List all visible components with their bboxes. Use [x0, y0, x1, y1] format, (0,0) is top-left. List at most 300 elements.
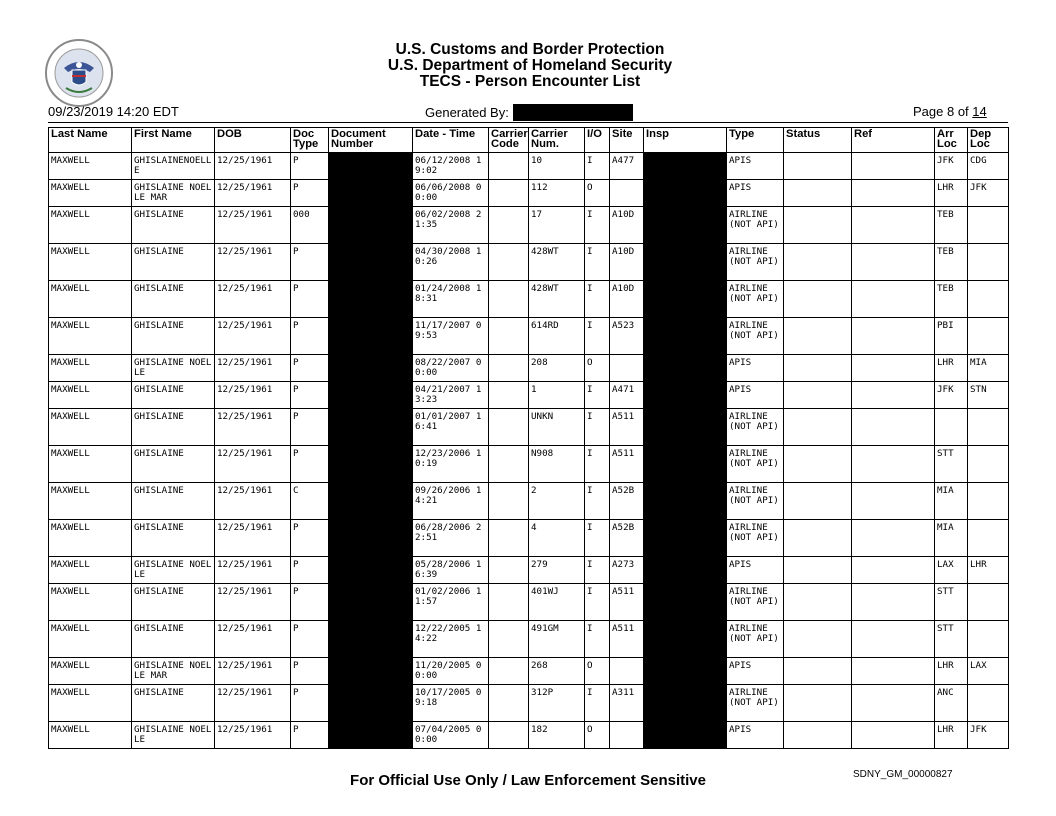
cell-site: A511	[610, 446, 644, 483]
cell-io: I	[585, 446, 610, 483]
table-row	[49, 621, 1009, 658]
cell-dob: 12/25/1961	[215, 557, 291, 584]
redaction-box	[513, 104, 633, 121]
cell-dep-loc	[968, 685, 1009, 722]
cell-document-number-redacted	[329, 355, 413, 382]
cell-doc-type: P	[291, 382, 329, 409]
cell-status	[784, 584, 852, 621]
cell-doc-type: P	[291, 446, 329, 483]
cell-document-number-redacted	[329, 685, 413, 722]
cell-carrier-code	[489, 244, 529, 281]
cell-arr-loc: MIA	[935, 483, 968, 520]
header-divider	[48, 122, 1008, 123]
cell-ref	[852, 722, 935, 749]
cell-status	[784, 281, 852, 318]
cell-site: A273	[610, 557, 644, 584]
encounter-table	[48, 127, 1009, 749]
cell-carrier-num: 17	[529, 207, 585, 244]
cell-carrier-num: 10	[529, 153, 585, 180]
cell-status	[784, 180, 852, 207]
cell-date-time: 01/24/2008 18:31	[413, 281, 489, 318]
cell-dep-loc	[968, 244, 1009, 281]
cell-arr-loc: LAX	[935, 557, 968, 584]
cell-site: A311	[610, 685, 644, 722]
cell-first-name: GHISLAINE	[132, 685, 215, 722]
cell-first-name: GHISLAINE	[132, 382, 215, 409]
cell-type: AIRLINE (NOT API)	[727, 520, 784, 557]
cell-last-name: MAXWELL	[49, 355, 132, 382]
cell-last-name: MAXWELL	[49, 722, 132, 749]
cell-document-number-redacted	[329, 281, 413, 318]
cell-type: AIRLINE (NOT API)	[727, 281, 784, 318]
cell-arr-loc: LHR	[935, 355, 968, 382]
cell-carrier-num: 428WT	[529, 281, 585, 318]
cell-carrier-num: 2	[529, 483, 585, 520]
col-header-carrier-code: Carrier Code	[489, 128, 529, 153]
cell-date-time: 05/28/2006 16:39	[413, 557, 489, 584]
cell-ref	[852, 409, 935, 446]
cell-status	[784, 621, 852, 658]
cell-dep-loc	[968, 409, 1009, 446]
report-timestamp: 09/23/2019 14:20 EDT	[48, 104, 179, 119]
cell-dob: 12/25/1961	[215, 685, 291, 722]
cell-io: I	[585, 520, 610, 557]
cell-dep-loc: LAX	[968, 658, 1009, 685]
cell-doc-type: P	[291, 244, 329, 281]
table-row	[49, 483, 1009, 520]
cell-type: APIS	[727, 355, 784, 382]
cell-date-time: 11/20/2005 00:00	[413, 658, 489, 685]
cell-date-time: 11/17/2007 09:53	[413, 318, 489, 355]
cell-io: I	[585, 318, 610, 355]
cell-dep-loc	[968, 520, 1009, 557]
cell-insp-redacted	[644, 244, 727, 281]
cell-arr-loc: ANC	[935, 685, 968, 722]
page-label: Page 8 of	[913, 104, 969, 119]
cell-dob: 12/25/1961	[215, 281, 291, 318]
cell-doc-type: P	[291, 658, 329, 685]
cell-io: O	[585, 658, 610, 685]
cell-type: AIRLINE (NOT API)	[727, 483, 784, 520]
cell-ref	[852, 318, 935, 355]
cell-site: A511	[610, 584, 644, 621]
cell-type: AIRLINE (NOT API)	[727, 244, 784, 281]
cell-date-time: 06/12/2008 19:02	[413, 153, 489, 180]
table-row	[49, 318, 1009, 355]
cell-dob: 12/25/1961	[215, 318, 291, 355]
cell-type: APIS	[727, 658, 784, 685]
cell-dob: 12/25/1961	[215, 382, 291, 409]
cell-arr-loc: MIA	[935, 520, 968, 557]
cell-dep-loc: STN	[968, 382, 1009, 409]
cell-site	[610, 180, 644, 207]
cell-type: APIS	[727, 557, 784, 584]
cell-insp-redacted	[644, 685, 727, 722]
cell-status	[784, 520, 852, 557]
cell-ref	[852, 621, 935, 658]
cell-doc-type: P	[291, 557, 329, 584]
cell-status	[784, 153, 852, 180]
cell-dep-loc: CDG	[968, 153, 1009, 180]
cell-dob: 12/25/1961	[215, 180, 291, 207]
cell-io: I	[585, 281, 610, 318]
cell-first-name: GHISLAINE	[132, 409, 215, 446]
cell-date-time: 10/17/2005 09:18	[413, 685, 489, 722]
cell-site: A471	[610, 382, 644, 409]
cell-ref	[852, 153, 935, 180]
cell-carrier-code	[489, 722, 529, 749]
cell-carrier-num: 208	[529, 355, 585, 382]
cell-io: I	[585, 382, 610, 409]
cell-document-number-redacted	[329, 318, 413, 355]
cell-carrier-num: 268	[529, 658, 585, 685]
cell-carrier-code	[489, 180, 529, 207]
cell-site: A523	[610, 318, 644, 355]
cell-status	[784, 355, 852, 382]
col-header-insp: Insp	[644, 128, 727, 153]
cell-carrier-num: N908	[529, 446, 585, 483]
cell-carrier-code	[489, 355, 529, 382]
cell-carrier-num: 279	[529, 557, 585, 584]
cell-first-name: GHISLAINE	[132, 621, 215, 658]
cell-io: I	[585, 483, 610, 520]
cell-date-time: 04/30/2008 10:26	[413, 244, 489, 281]
cell-dob: 12/25/1961	[215, 584, 291, 621]
cell-status	[784, 722, 852, 749]
cell-insp-redacted	[644, 153, 727, 180]
generated-by-label: Generated By:	[425, 105, 509, 120]
cell-arr-loc: STT	[935, 621, 968, 658]
cell-arr-loc: JFK	[935, 153, 968, 180]
cell-carrier-num: UNKN	[529, 409, 585, 446]
cell-carrier-code	[489, 621, 529, 658]
cell-dep-loc	[968, 584, 1009, 621]
cell-doc-type: P	[291, 318, 329, 355]
cell-document-number-redacted	[329, 153, 413, 180]
table-row	[49, 584, 1009, 621]
table-row	[49, 281, 1009, 318]
col-header-date-time: Date - Time	[413, 128, 489, 153]
cell-doc-type: P	[291, 685, 329, 722]
cell-site: A10D	[610, 207, 644, 244]
cell-doc-type: P	[291, 409, 329, 446]
cell-last-name: MAXWELL	[49, 685, 132, 722]
cell-type: AIRLINE (NOT API)	[727, 685, 784, 722]
cell-io: I	[585, 207, 610, 244]
cell-ref	[852, 520, 935, 557]
table-row	[49, 153, 1009, 180]
col-header-arr-loc: Arr Loc	[935, 128, 968, 153]
cell-dob: 12/25/1961	[215, 621, 291, 658]
cell-io: I	[585, 557, 610, 584]
cell-last-name: MAXWELL	[49, 409, 132, 446]
col-header-site: Site	[610, 128, 644, 153]
cell-first-name: GHISLAINE	[132, 483, 215, 520]
cell-insp-redacted	[644, 722, 727, 749]
cell-dob: 12/25/1961	[215, 483, 291, 520]
cell-document-number-redacted	[329, 446, 413, 483]
cell-first-name: GHISLAINE NOELLE MAR	[132, 180, 215, 207]
cell-arr-loc: STT	[935, 446, 968, 483]
cell-dob: 12/25/1961	[215, 207, 291, 244]
cell-arr-loc: JFK	[935, 382, 968, 409]
cell-insp-redacted	[644, 446, 727, 483]
page-total: 14	[972, 104, 987, 119]
col-header-io: I/O	[585, 128, 610, 153]
cell-date-time: 01/01/2007 16:41	[413, 409, 489, 446]
cell-status	[784, 446, 852, 483]
cell-carrier-code	[489, 409, 529, 446]
cell-last-name: MAXWELL	[49, 244, 132, 281]
cell-io: I	[585, 153, 610, 180]
cell-date-time: 12/23/2006 10:19	[413, 446, 489, 483]
cell-dob: 12/25/1961	[215, 409, 291, 446]
cell-insp-redacted	[644, 409, 727, 446]
cell-last-name: MAXWELL	[49, 658, 132, 685]
cell-carrier-code	[489, 153, 529, 180]
cell-document-number-redacted	[329, 483, 413, 520]
cell-first-name: GHISLAINE NOELLE	[132, 722, 215, 749]
cell-first-name: GHISLAINE	[132, 584, 215, 621]
cell-last-name: MAXWELL	[49, 382, 132, 409]
col-header-dob: DOB	[215, 128, 291, 153]
cell-ref	[852, 557, 935, 584]
cell-last-name: MAXWELL	[49, 557, 132, 584]
cell-site	[610, 355, 644, 382]
cell-document-number-redacted	[329, 409, 413, 446]
cell-dep-loc	[968, 621, 1009, 658]
cell-site: A52B	[610, 520, 644, 557]
cell-insp-redacted	[644, 318, 727, 355]
cell-carrier-code	[489, 557, 529, 584]
table-row	[49, 658, 1009, 685]
cell-date-time: 06/06/2008 00:00	[413, 180, 489, 207]
cell-arr-loc: LHR	[935, 658, 968, 685]
cell-type: APIS	[727, 180, 784, 207]
cell-last-name: MAXWELL	[49, 207, 132, 244]
cell-ref	[852, 658, 935, 685]
cell-io: O	[585, 355, 610, 382]
cell-date-time: 09/26/2006 14:21	[413, 483, 489, 520]
cell-date-time: 06/28/2006 22:51	[413, 520, 489, 557]
cell-io: I	[585, 621, 610, 658]
cell-site: A511	[610, 409, 644, 446]
table-row	[49, 355, 1009, 382]
cell-dob: 12/25/1961	[215, 446, 291, 483]
cell-first-name: GHISLAINE	[132, 281, 215, 318]
cell-insp-redacted	[644, 584, 727, 621]
cell-date-time: 12/22/2005 14:22	[413, 621, 489, 658]
bates-number: SDNY_GM_00000827	[853, 769, 953, 780]
cell-ref	[852, 584, 935, 621]
cell-carrier-code	[489, 483, 529, 520]
cell-carrier-num: 401WJ	[529, 584, 585, 621]
cell-type: AIRLINE (NOT API)	[727, 207, 784, 244]
col-header-ref: Ref	[852, 128, 935, 153]
cell-insp-redacted	[644, 658, 727, 685]
cell-io: O	[585, 180, 610, 207]
cell-arr-loc: PBI	[935, 318, 968, 355]
cell-dep-loc: MIA	[968, 355, 1009, 382]
col-header-doc-type: Doc Type	[291, 128, 329, 153]
cell-status	[784, 207, 852, 244]
cell-insp-redacted	[644, 621, 727, 658]
cell-io: I	[585, 685, 610, 722]
cell-type: AIRLINE (NOT API)	[727, 409, 784, 446]
cell-doc-type: P	[291, 180, 329, 207]
cell-status	[784, 685, 852, 722]
cell-ref	[852, 207, 935, 244]
title-agency: U.S. Customs and Border Protection	[395, 41, 665, 58]
col-header-first-name: First Name	[132, 128, 215, 153]
cell-first-name: GHISLAINENOELLE	[132, 153, 215, 180]
cell-last-name: MAXWELL	[49, 520, 132, 557]
cell-dob: 12/25/1961	[215, 355, 291, 382]
cell-carrier-num: 428WT	[529, 244, 585, 281]
table-row	[49, 722, 1009, 749]
cell-carrier-code	[489, 658, 529, 685]
cell-arr-loc: LHR	[935, 180, 968, 207]
cell-arr-loc: LHR	[935, 722, 968, 749]
cell-ref	[852, 446, 935, 483]
cell-date-time: 01/02/2006 11:57	[413, 584, 489, 621]
cell-insp-redacted	[644, 382, 727, 409]
cell-arr-loc	[935, 409, 968, 446]
title-department: U.S. Department of Homeland Security	[387, 57, 673, 74]
cell-insp-redacted	[644, 355, 727, 382]
cell-doc-type: P	[291, 281, 329, 318]
cell-dep-loc	[968, 483, 1009, 520]
cell-ref	[852, 355, 935, 382]
table-row	[49, 207, 1009, 244]
cell-carrier-num: 491GM	[529, 621, 585, 658]
cell-dob: 12/25/1961	[215, 520, 291, 557]
cell-dep-loc	[968, 207, 1009, 244]
cell-status	[784, 409, 852, 446]
cell-ref	[852, 483, 935, 520]
cell-first-name: GHISLAINE	[132, 244, 215, 281]
cell-type: AIRLINE (NOT API)	[727, 584, 784, 621]
cell-dob: 12/25/1961	[215, 658, 291, 685]
cell-carrier-code	[489, 520, 529, 557]
cell-status	[784, 557, 852, 584]
classification-footer: For Official Use Only / Law Enforcement Sensitive	[350, 772, 706, 789]
cell-carrier-num: 4	[529, 520, 585, 557]
cell-dob: 12/25/1961	[215, 722, 291, 749]
cell-insp-redacted	[644, 520, 727, 557]
cell-dep-loc: JFK	[968, 722, 1009, 749]
table-row	[49, 520, 1009, 557]
cell-io: I	[585, 244, 610, 281]
page-indicator	[913, 104, 987, 119]
cell-status	[784, 483, 852, 520]
cell-site: A52B	[610, 483, 644, 520]
cell-document-number-redacted	[329, 621, 413, 658]
col-header-carrier-num: Carrier Num.	[529, 128, 585, 153]
cell-carrier-num: 182	[529, 722, 585, 749]
cell-carrier-num: 112	[529, 180, 585, 207]
cell-insp-redacted	[644, 281, 727, 318]
cell-type: APIS	[727, 382, 784, 409]
cell-doc-type: P	[291, 722, 329, 749]
col-header-document-number: Document Number	[329, 128, 413, 153]
cell-status	[784, 382, 852, 409]
cell-ref	[852, 244, 935, 281]
generated-by	[425, 104, 633, 121]
cell-dep-loc: JFK	[968, 180, 1009, 207]
cell-site: A511	[610, 621, 644, 658]
cell-first-name: GHISLAINE NOELLE MAR	[132, 658, 215, 685]
cell-carrier-code	[489, 446, 529, 483]
cell-site	[610, 722, 644, 749]
cell-arr-loc: TEB	[935, 281, 968, 318]
cell-site	[610, 658, 644, 685]
cell-type: AIRLINE (NOT API)	[727, 318, 784, 355]
cell-type: APIS	[727, 153, 784, 180]
cell-first-name: GHISLAINE	[132, 520, 215, 557]
cell-carrier-code	[489, 685, 529, 722]
cell-carrier-num: 312P	[529, 685, 585, 722]
cell-document-number-redacted	[329, 244, 413, 281]
cell-type: AIRLINE (NOT API)	[727, 621, 784, 658]
cell-carrier-code	[489, 281, 529, 318]
title-report-name: TECS - Person Encounter List	[419, 73, 641, 90]
cell-site: A477	[610, 153, 644, 180]
col-header-last-name: Last Name	[49, 128, 132, 153]
cell-document-number-redacted	[329, 382, 413, 409]
cell-type: AIRLINE (NOT API)	[727, 446, 784, 483]
cell-last-name: MAXWELL	[49, 318, 132, 355]
cell-doc-type: C	[291, 483, 329, 520]
cell-status	[784, 318, 852, 355]
cell-dep-loc	[968, 446, 1009, 483]
cell-status	[784, 244, 852, 281]
cell-ref	[852, 382, 935, 409]
cell-dep-loc: LHR	[968, 557, 1009, 584]
cell-io: I	[585, 409, 610, 446]
cell-site: A10D	[610, 281, 644, 318]
cell-first-name: GHISLAINE	[132, 207, 215, 244]
table-row	[49, 180, 1009, 207]
cell-ref	[852, 281, 935, 318]
cell-first-name: GHISLAINE	[132, 318, 215, 355]
cell-document-number-redacted	[329, 207, 413, 244]
cell-date-time: 06/02/2008 21:35	[413, 207, 489, 244]
cell-last-name: MAXWELL	[49, 621, 132, 658]
cell-carrier-num: 1	[529, 382, 585, 409]
cell-date-time: 04/21/2007 13:23	[413, 382, 489, 409]
cell-carrier-code	[489, 382, 529, 409]
table-body	[49, 153, 1009, 749]
cell-doc-type: P	[291, 153, 329, 180]
cell-last-name: MAXWELL	[49, 180, 132, 207]
cell-doc-type: P	[291, 355, 329, 382]
col-header-status: Status	[784, 128, 852, 153]
table-row	[49, 382, 1009, 409]
cell-io: O	[585, 722, 610, 749]
cell-arr-loc: TEB	[935, 244, 968, 281]
report-title	[300, 42, 760, 90]
table-row	[49, 446, 1009, 483]
cell-doc-type: P	[291, 584, 329, 621]
col-header-dep-loc: Dep Loc	[968, 128, 1009, 153]
cell-doc-type: P	[291, 621, 329, 658]
cell-document-number-redacted	[329, 520, 413, 557]
cell-first-name: GHISLAINE NOELLE	[132, 557, 215, 584]
cell-dob: 12/25/1961	[215, 244, 291, 281]
col-header-type: Type	[727, 128, 784, 153]
cell-last-name: MAXWELL	[49, 446, 132, 483]
